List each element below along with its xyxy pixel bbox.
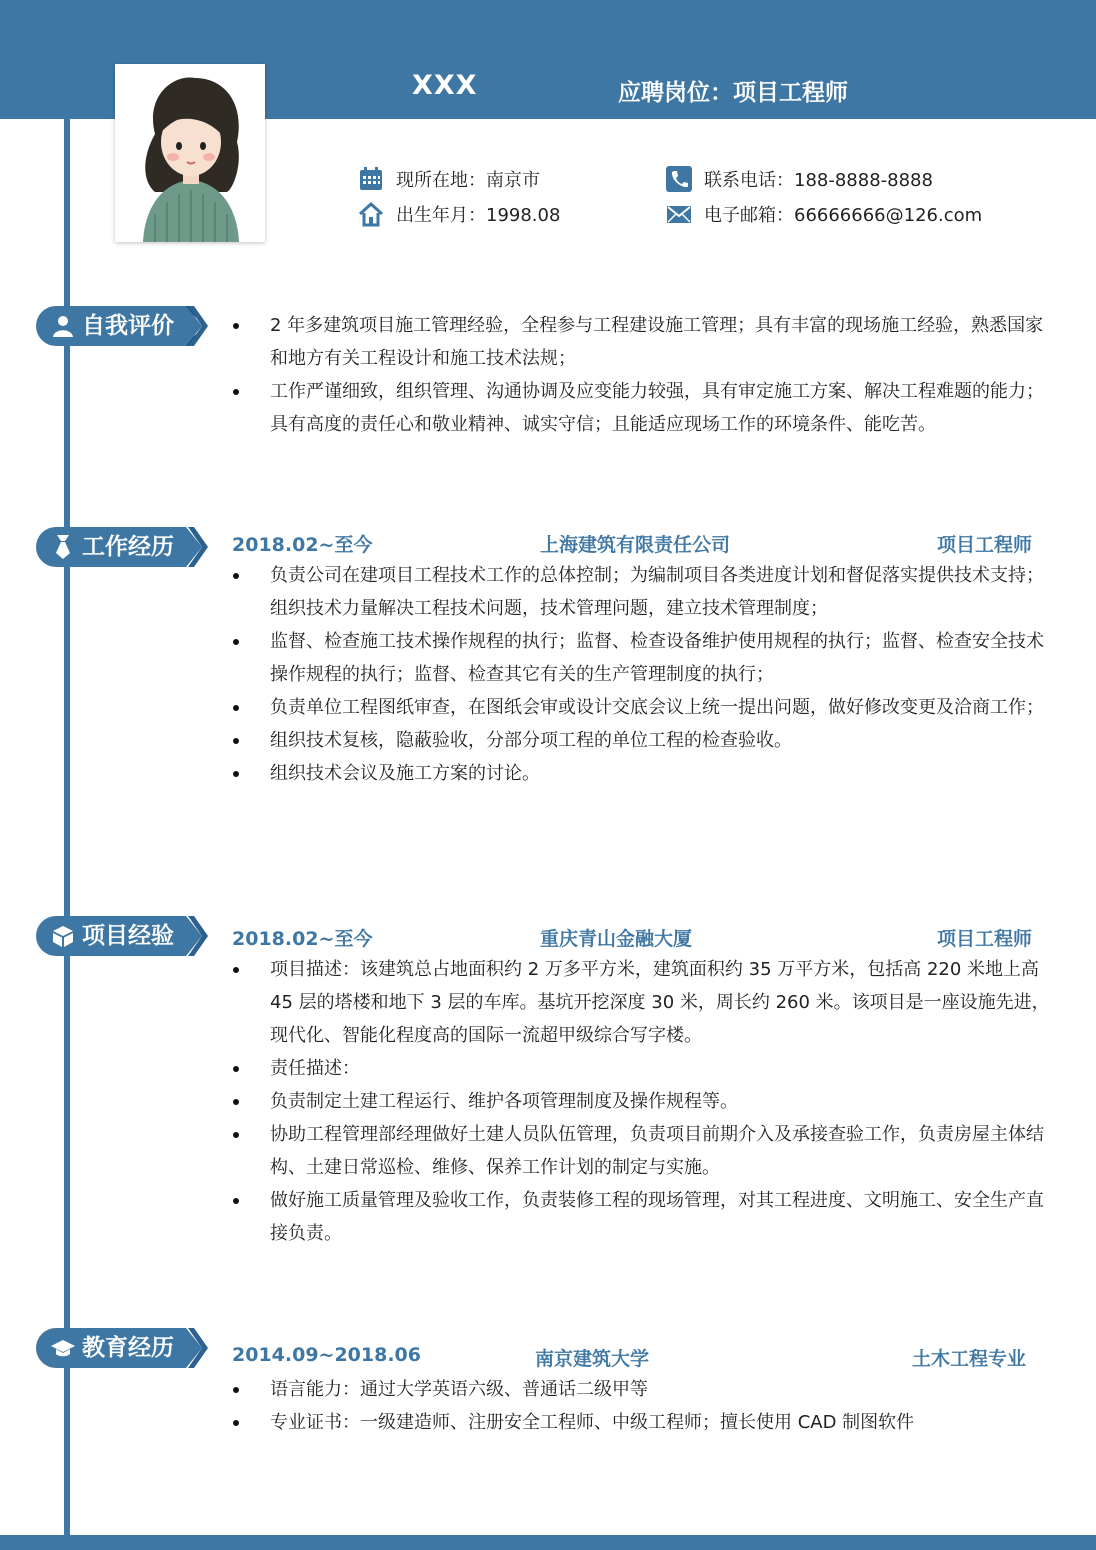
list-item: 责任描述： — [230, 1052, 1050, 1085]
list-item: 专业证书：一级建造师、注册安全工程师、中级工程师；擅长使用 CAD 制图软件 — [230, 1406, 1050, 1439]
project-org: 重庆青山金融大厦 — [540, 928, 693, 950]
section-header-education — [36, 1328, 212, 1368]
education-period: 2014.09~2018.06 — [232, 1344, 421, 1366]
list-item: 协助工程管理部经理做好土建人员队伍管理，负责项目前期介入及承接查验工作，负责房屋主体结构、土建日常巡检、维修、保养工作计划的制定与实施。 — [230, 1118, 1050, 1184]
tie-icon — [52, 535, 74, 559]
list-item: 项目描述：该建筑总占地面积约 2 万多平方米，建筑面积约 35 万平方米，包括高 220 米地上高 45 层的塔楼和地下 3 层的车库。基坑开挖深度 30 米，周长约 260 米。该项目是一座设施先进，现代化、智能化程度高的国际一流超甲级综合写字楼。 — [230, 953, 1050, 1052]
list-item: 负责公司在建项目工程技术工作的总体控制；为编制项目各类进度计划和督促落实提供技术支持；组织技术力量解决工程技术问题，技术管理问题，建立技术管理制度； — [230, 559, 1050, 625]
section-title: 工作经历 — [82, 534, 174, 560]
footer-bar — [0, 1535, 1096, 1550]
list-item: 监督、检查施工技术操作规程的执行；监督、检查设备维护使用规程的执行；监督、检查安全技术操作规程的执行；监督、检查其它有关的生产管理制度的执行； — [230, 625, 1050, 691]
avatar — [115, 64, 265, 242]
work-role: 项目工程师 — [937, 534, 1033, 556]
calendar-icon — [358, 166, 384, 192]
education-org: 南京建筑大学 — [535, 1348, 650, 1370]
section-title: 自我评价 — [82, 313, 174, 339]
section-title: 教育经历 — [82, 1335, 174, 1361]
person-icon — [52, 315, 74, 337]
graduation-cap-icon — [51, 1339, 75, 1359]
list-item: 负责单位工程图纸审查，在图纸会审或设计交底会议上统一提出问题，做好修改变更及洽商工作； — [230, 691, 1050, 724]
phone-icon — [666, 166, 692, 192]
birth-info — [358, 201, 560, 227]
email-text: 电子邮箱：66666666@126.com — [704, 205, 983, 226]
section-header-self-eval — [36, 306, 212, 346]
list-item: 负责制定土建工程运行、维护各项管理制度及操作规程等。 — [230, 1085, 1050, 1118]
home-icon — [358, 201, 384, 227]
list-item: 做好施工质量管理及验收工作，负责装修工程的现场管理，对其工程进度、文明施工、安全生产直接负责。 — [230, 1184, 1050, 1250]
work-list — [230, 559, 1050, 790]
avatar-illustration-icon — [115, 64, 265, 242]
phone-text: 联系电话：188-8888-8888 — [704, 170, 933, 191]
phone-info — [666, 166, 933, 192]
work-org: 上海建筑有限责任公司 — [540, 534, 731, 556]
cube-icon — [52, 925, 74, 947]
project-list — [230, 953, 1050, 1250]
location-info — [358, 166, 540, 192]
section-header-project — [36, 916, 212, 956]
list-item: 组织技术会议及施工方案的讨论。 — [230, 757, 1050, 790]
self-eval-list — [230, 309, 1050, 441]
section-header-work — [36, 527, 212, 567]
candidate-name: XXX — [412, 70, 478, 101]
list-item: 工作严谨细致，组织管理、沟通协调及应变能力较强，具有审定施工方案、解决工程难题的能力；具有高度的责任心和敬业精神、诚实守信；且能适应现场工作的环境条件、能吃苦。 — [230, 375, 1050, 441]
section-title: 项目经验 — [82, 923, 174, 949]
list-item: 组织技术复核，隐蔽验收，分部分项工程的单位工程的检查验收。 — [230, 724, 1050, 757]
education-list — [230, 1373, 1050, 1439]
project-period: 2018.02~至今 — [232, 928, 373, 950]
envelope-icon — [666, 201, 692, 227]
list-item: 语言能力：通过大学英语六级、普通话二级甲等 — [230, 1373, 1050, 1406]
job-title: 应聘岗位：项目工程师 — [618, 80, 848, 106]
list-item: 2 年多建筑项目施工管理经验，全程参与工程建设施工管理；具有丰富的现场施工经验，熟悉国家和地方有关工程设计和施工技术法规； — [230, 309, 1050, 375]
birth-text: 出生年月：1998.08 — [396, 205, 561, 226]
project-role: 项目工程师 — [937, 928, 1033, 950]
education-role: 土木工程专业 — [912, 1348, 1027, 1370]
work-period: 2018.02~至今 — [232, 534, 373, 556]
location-text: 现所在地：南京市 — [396, 170, 540, 191]
email-info — [666, 201, 982, 227]
